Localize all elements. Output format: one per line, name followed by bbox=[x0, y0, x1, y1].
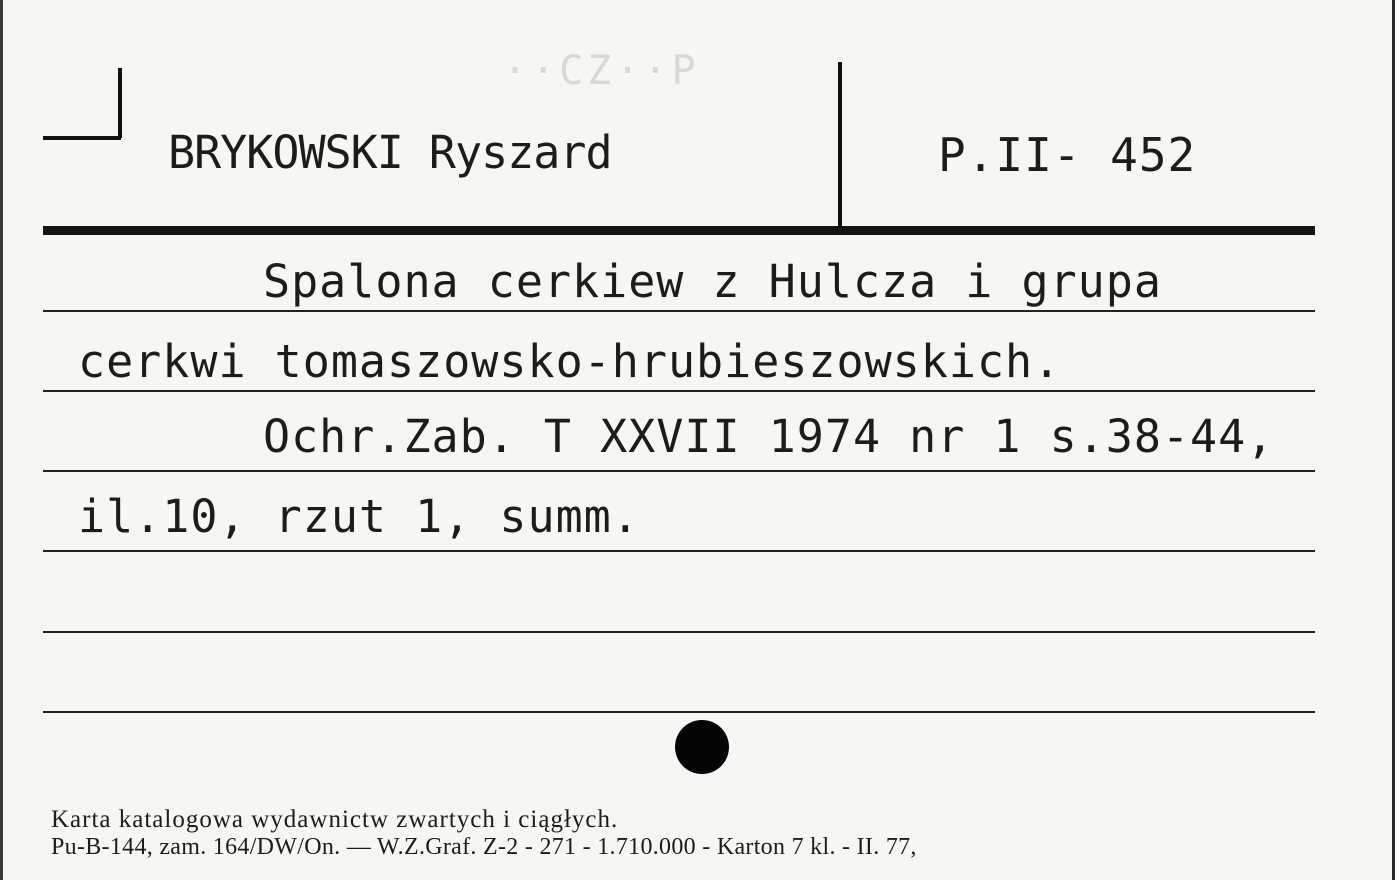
header-divider bbox=[838, 62, 842, 226]
header-rule bbox=[43, 226, 1315, 235]
title-line-2: cerkwi tomaszowsko-hrubieszowskich. bbox=[78, 335, 1062, 388]
faint-stamp-mark: ··CZ··P bbox=[503, 48, 700, 94]
ruled-line bbox=[43, 631, 1315, 633]
footer-line-2: Pu-B-144, zam. 164/DW/On. — W.Z.Graf. Z-2 - 271 - 1.710.000 - Karton 7 kl. - II. 77, bbox=[51, 834, 917, 860]
title-line-1: Spalona cerkiew z Hulcza i grupa bbox=[263, 255, 1162, 308]
punch-hole bbox=[675, 720, 729, 774]
corner-mark-horizontal bbox=[43, 136, 121, 140]
call-number: P.II- 452 bbox=[938, 128, 1197, 182]
citation-line-1: Ochr.Zab. T XXVII 1974 nr 1 s.38-44, bbox=[263, 410, 1275, 463]
ruled-line bbox=[43, 310, 1315, 312]
ruled-line bbox=[43, 390, 1315, 392]
ruled-line bbox=[43, 470, 1315, 472]
author-name: BRYKOWSKI Ryszard bbox=[168, 126, 612, 179]
corner-mark-vertical bbox=[118, 68, 122, 138]
ruled-line bbox=[43, 550, 1315, 552]
citation-line-2: il.10, rzut 1, summ. bbox=[78, 490, 640, 543]
ruled-line bbox=[43, 711, 1315, 713]
footer-line-1: Karta katalogowa wydawnictw zwartych i ciągłych. bbox=[51, 806, 619, 833]
